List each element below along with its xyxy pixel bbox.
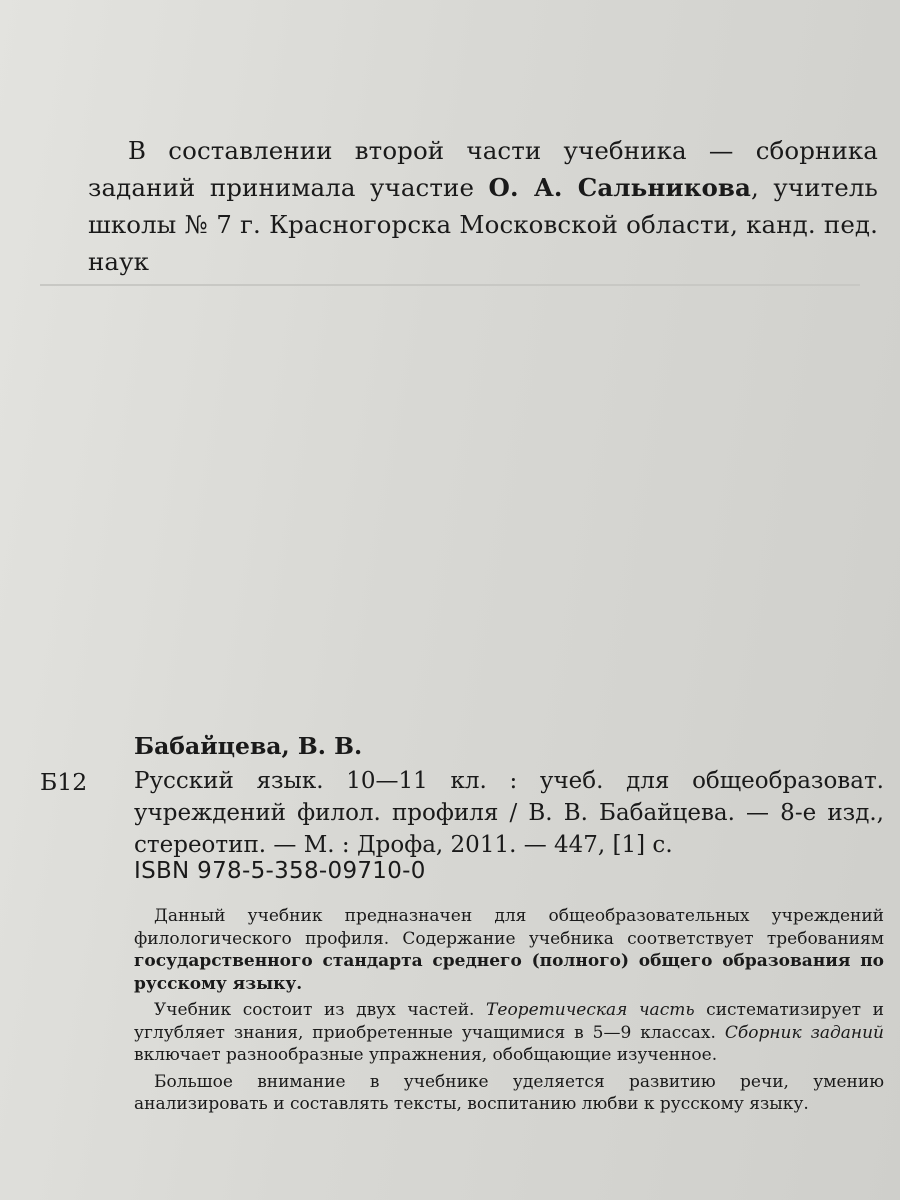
catalog-code: Б12 xyxy=(40,768,88,796)
contributor-name: О. А. Сальникова xyxy=(488,173,752,202)
credit-text-after: , учитель школы № 7 г. Красногорска Московской области, канд. пед. наук xyxy=(88,173,878,276)
show-through-rule xyxy=(40,284,860,286)
isbn: ISBN 978-5-358-09710-0 xyxy=(134,858,426,884)
abstract-paragraph-3: Большое внимание в учебнике уделяется развитию речи, умению анализировать и составлять тексты, воспитанию любви к русскому языку. xyxy=(134,1071,884,1114)
abstract xyxy=(134,905,884,1120)
abstract-p2-a: Учебник состоит из двух частей. xyxy=(154,1000,487,1020)
abstract-p2-b: систематизирует и углубляет знания, приобретенные учащимися в 5—9 классах. xyxy=(134,1000,884,1043)
abstract-paragraph-1 xyxy=(134,905,884,995)
catalog-description-text: Русский язык. 10—11 кл. : учеб. для общеобразоват. учреждений филол. профиля / В. В. Бабайцева. — 8-е изд., стереотип. — М. : Дрофа, 2011. — 447, [1] с. xyxy=(134,768,884,858)
abstract-p2-italic-2: Сборник заданий xyxy=(724,1022,884,1043)
catalog-author: Бабайцева, В. В. xyxy=(134,732,363,760)
catalog-description xyxy=(134,765,884,861)
contributor-credit xyxy=(88,132,878,280)
credit-text-before: В составлении второй части учебника — сборника заданий принимала участие xyxy=(88,136,878,202)
abstract-p1-bold: государственного стандарта среднего (полного) общего образования по русскому языку. xyxy=(134,951,884,994)
abstract-p2-c: включает разнообразные упражнения, обобщающие изученное. xyxy=(134,1045,718,1065)
abstract-p1-text: Данный учебник предназначен для общеобразовательных учреждений филологического профиля. Содержание учебника соответствует требованиям xyxy=(134,906,884,949)
abstract-paragraph-2 xyxy=(134,999,884,1067)
abstract-p2-italic-1: Теоретическая часть xyxy=(486,1000,695,1020)
